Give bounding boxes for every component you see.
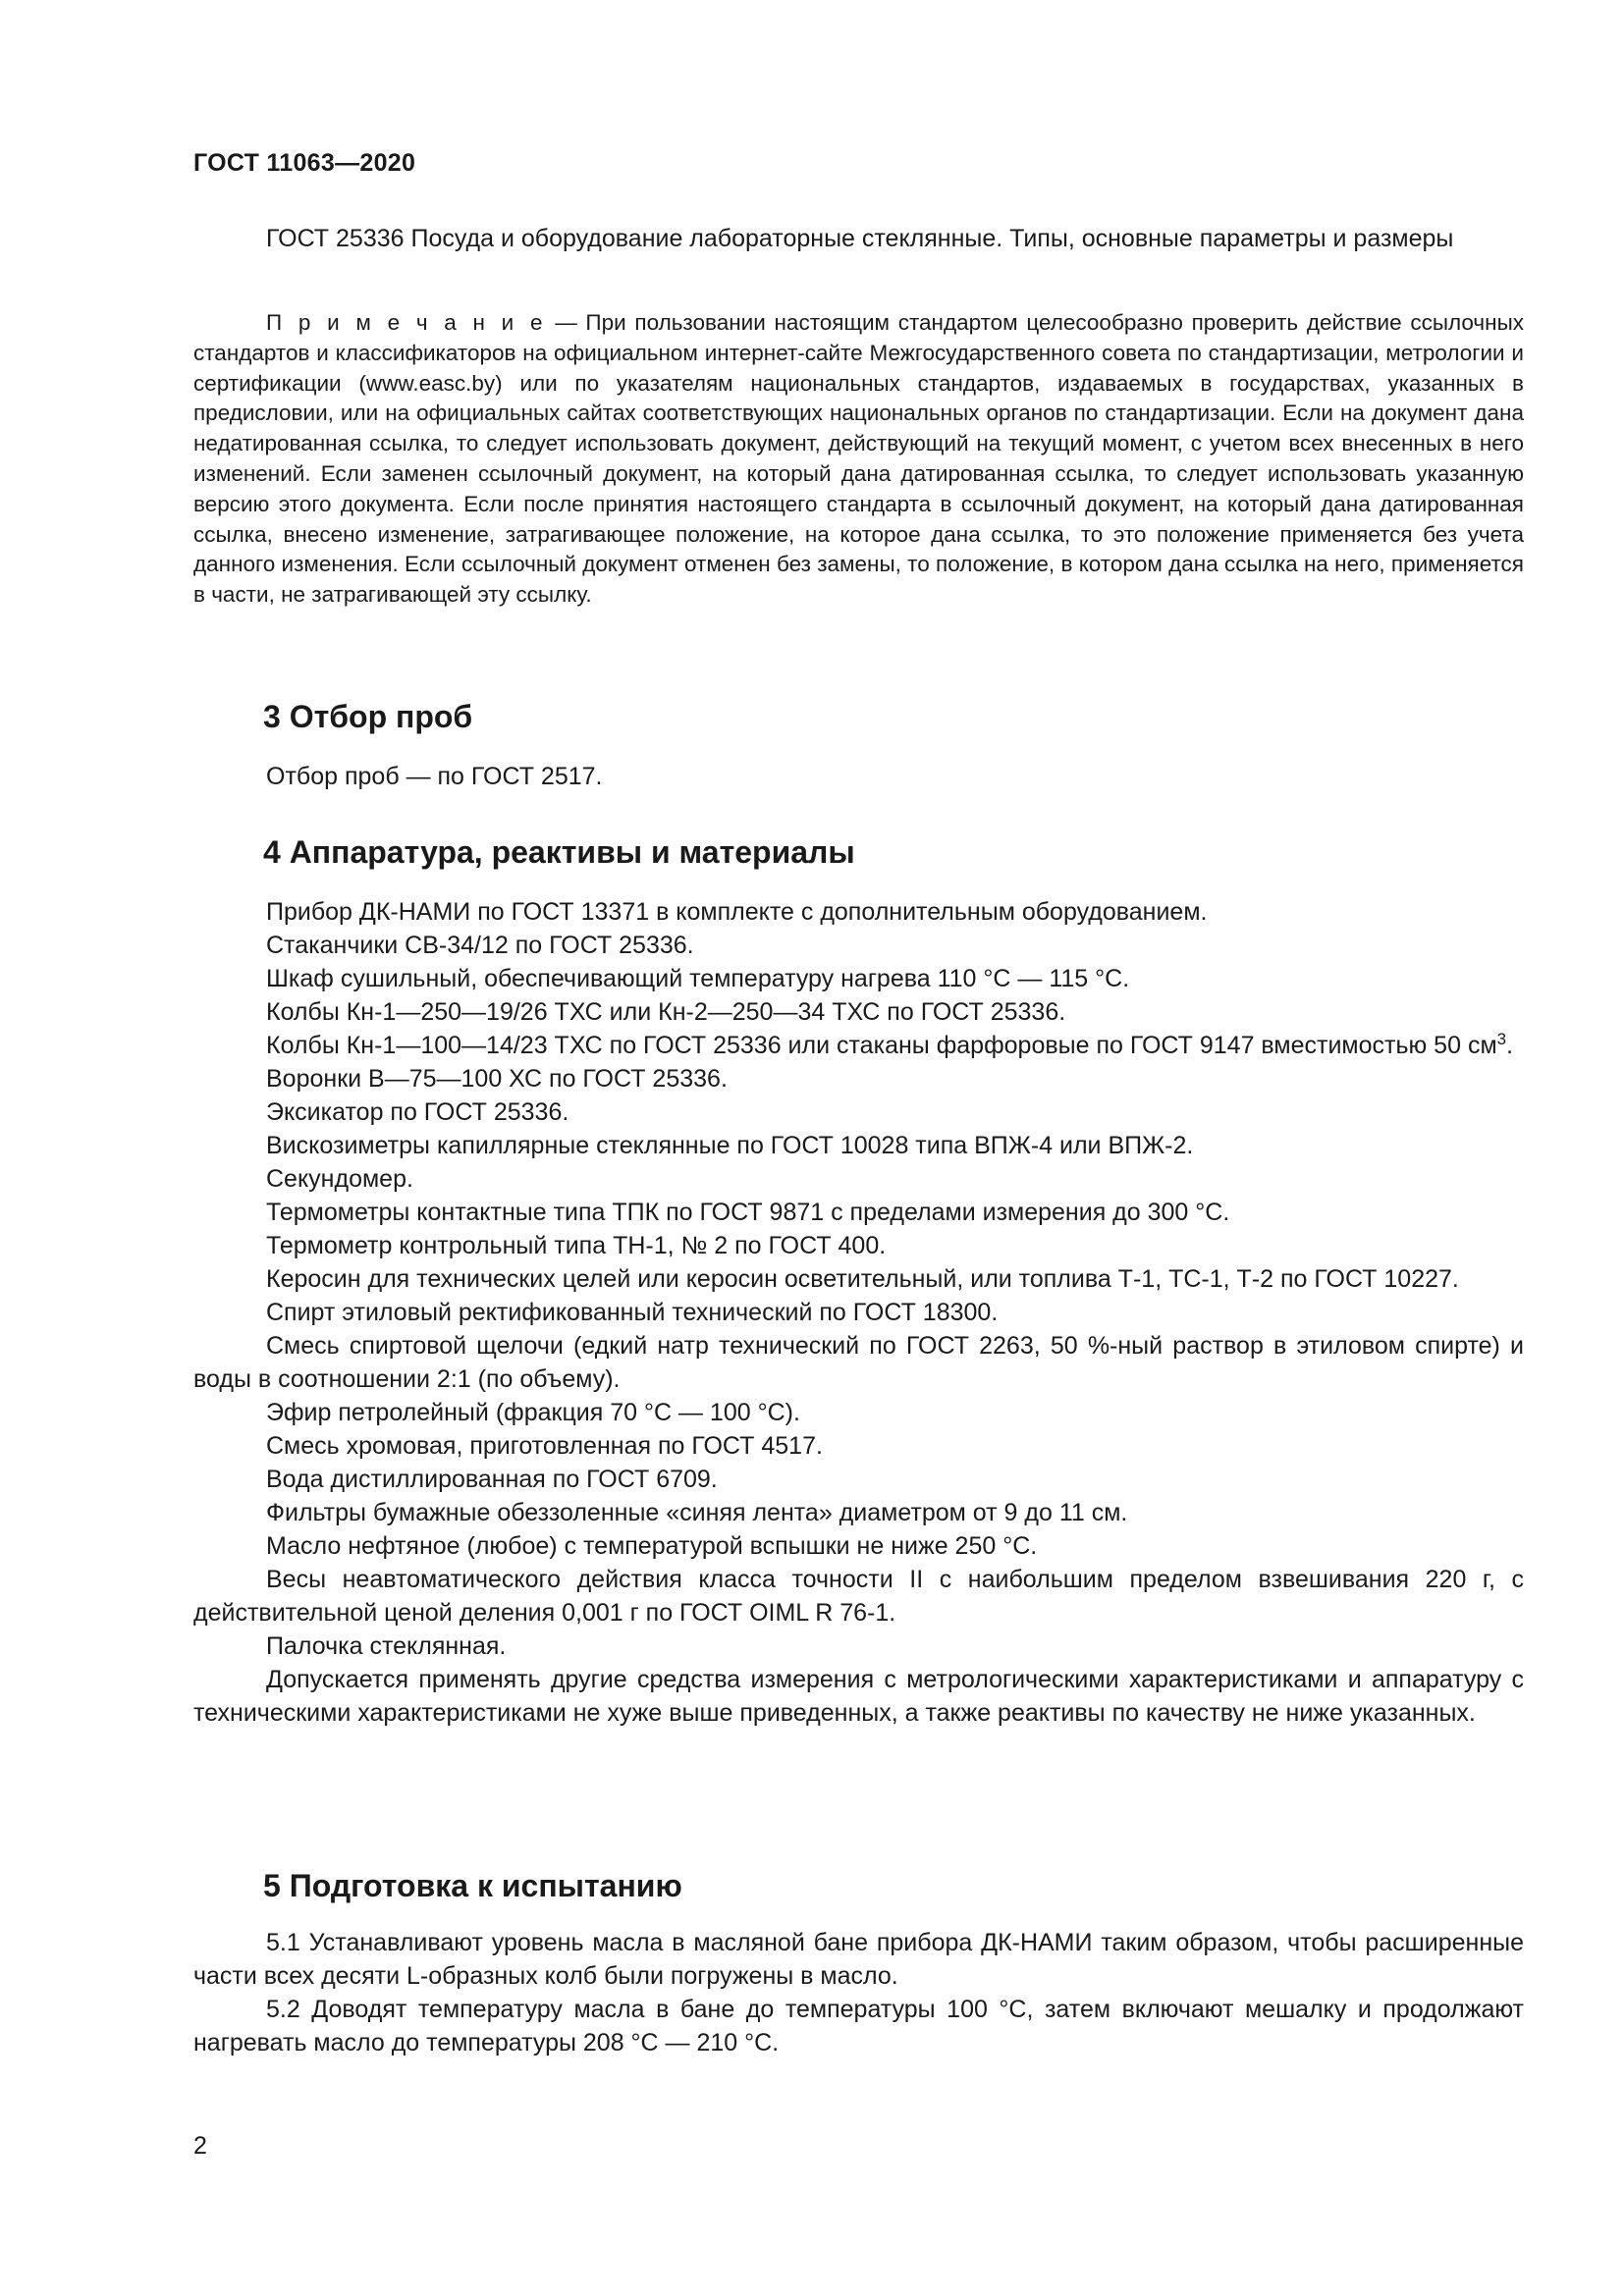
list-item: Смесь хромовая, приготовленная по ГОСТ 4517.	[266, 1432, 823, 1460]
list-item: Весы неавтоматического действия класса точности II с наибольшим пределом взвешивания 220 г, с действительной ценой деления 0,001 г по ГОСТ OIML R 76-1.	[193, 1566, 1524, 1627]
list-item: Эфир петролейный (фракция 70 °С — 100 °С).	[266, 1399, 800, 1426]
list-item: Палочка стеклянная.	[266, 1632, 507, 1660]
list-item: Эксикатор по ГОСТ 25336.	[266, 1098, 569, 1126]
list-item: Стаканчики СВ-34/12 по ГОСТ 25336.	[266, 932, 694, 959]
unit-superscript: 3	[1496, 1030, 1507, 1048]
flask-end: .	[1506, 1032, 1514, 1059]
list-item: Вискозиметры капиллярные стеклянные по ГОСТ 10028 типа ВПЖ-4 или ВПЖ-2.	[266, 1132, 1194, 1159]
section-5-heading: 5 Подготовка к испытанию	[263, 1868, 682, 1903]
list-item: Термометры контактные типа ТПК по ГОСТ 9871 с пределами измерения до 300 °С.	[266, 1199, 1230, 1226]
list-item: Прибор ДК-НАМИ по ГОСТ 13371 в комплекте с дополнительным оборудованием.	[266, 898, 1208, 926]
section-3-text: Отбор проб — по ГОСТ 2517.	[266, 763, 603, 790]
document-header: ГОСТ 11063—2020	[193, 149, 416, 177]
page-number: 2	[193, 2132, 207, 2160]
paragraph-5-1: 5.1 Устанавливают уровень масла в масляной бане прибора ДК-НАМИ таким образом, чтобы расширенные части всех десяти L-образных колб были погружены в масло.	[193, 1929, 1524, 1990]
note-paragraph	[193, 308, 1524, 611]
ref-entry-gost-25336: ГОСТ 25336 Посуда и оборудование лабораторные стеклянные. Типы, основные параметры и размеры	[266, 225, 1454, 252]
list-item: Колбы Кн-1—250—19/26 ТХС или Кн-2—250—34 ТХС по ГОСТ 25336.	[266, 998, 1066, 1026]
list-item: Фильтры бумажные обеззоленные «синяя лента» диаметром от 9 до 11 см.	[266, 1499, 1128, 1526]
list-item: Смесь спиртовой щелочи (едкий натр технический по ГОСТ 2263, 50 %-ный раствор в этиловом спирте) и воды в соотношении 2:1 (по объему).	[193, 1332, 1524, 1393]
section-3-body	[193, 760, 1524, 793]
note-block	[193, 308, 1524, 611]
list-item: Секундомер.	[266, 1165, 413, 1193]
list-item: Термометр контрольный типа ТН-1, № 2 по ГОСТ 400.	[266, 1232, 887, 1259]
list-item: Вода дистиллированная по ГОСТ 6709.	[266, 1466, 718, 1493]
section-4-heading: 4 Аппаратура, реактивы и материалы	[263, 834, 855, 870]
list-item-flasks	[193, 1029, 1524, 1062]
list-item: Керосин для технических целей или керосин осветительный, или топлива Т-1, ТС-1, Т-2 по ГОСТ 10227.	[266, 1265, 1459, 1293]
section-3-heading: 3 Отбор проб	[263, 699, 473, 734]
section-5-body	[193, 1926, 1524, 2059]
list-item: Масло нефтяное (любое) с температурой вспышки не ниже 250 °С.	[266, 1532, 1038, 1560]
note-label: П р и м е ч а н и е	[266, 310, 547, 335]
list-item: Воронки В—75—100 ХС по ГОСТ 25336.	[266, 1065, 728, 1093]
list-item: Спирт этиловый ректификованный технический по ГОСТ 18300.	[266, 1299, 999, 1326]
section-4-body	[193, 895, 1524, 1730]
normative-reference-entry	[193, 222, 1524, 255]
flask-text: Колбы Кн-1—100—14/23 ТХС по ГОСТ 25336 или стаканы фарфоровые по ГОСТ 9147 вместимостью 50 см	[266, 1032, 1497, 1059]
list-item: Допускается применять другие средства измерения с метрологическими характеристиками и аппаратуру с техническими характеристиками не хуже выше приведенных, а также реактивы по качеству не ниже указанных.	[193, 1666, 1524, 1727]
list-item: Шкаф сушильный, обеспечивающий температуру нагрева 110 °С — 115 °С.	[266, 965, 1130, 992]
note-text: — При пользовании настоящим стандартом целесообразно проверить действие ссылочных стандартов и классификаторов на официальном интернет-сайте Межгосударственного совета по стандартизации, метрологии и сертификации (www.easc.by) или по указателям национальных стандартов, издаваемых в государствах, указанных в предисловии, или на официальных сайтах соответствующих национальных органов по стандартизации. Если на документ дана недатированная ссылка, то следует использовать документ, действующий на текущий момент, с учетом всех внесенных в него изменений. Если заменен ссылочный документ, на который дана датированная ссылка, то следует использовать указанную версию этого документа. Если после принятия настоящего стандарта в ссылочный документ, на который дана датированная ссылка, внесено изменение, затрагивающее положение, на которое дана ссылка, то это положение применяется без учета данного изменения. Если ссылочный документ отменен без замены, то положение, в котором дана ссылка на него, применяется в части, не затрагивающей эту ссылку.	[193, 310, 1524, 608]
paragraph-5-2: 5.2 Доводят температуру масла в бане до температуры 100 °С, затем включают мешалку и продолжают нагревать масло до температуры 208 °С — 210 °С.	[193, 1996, 1524, 2056]
